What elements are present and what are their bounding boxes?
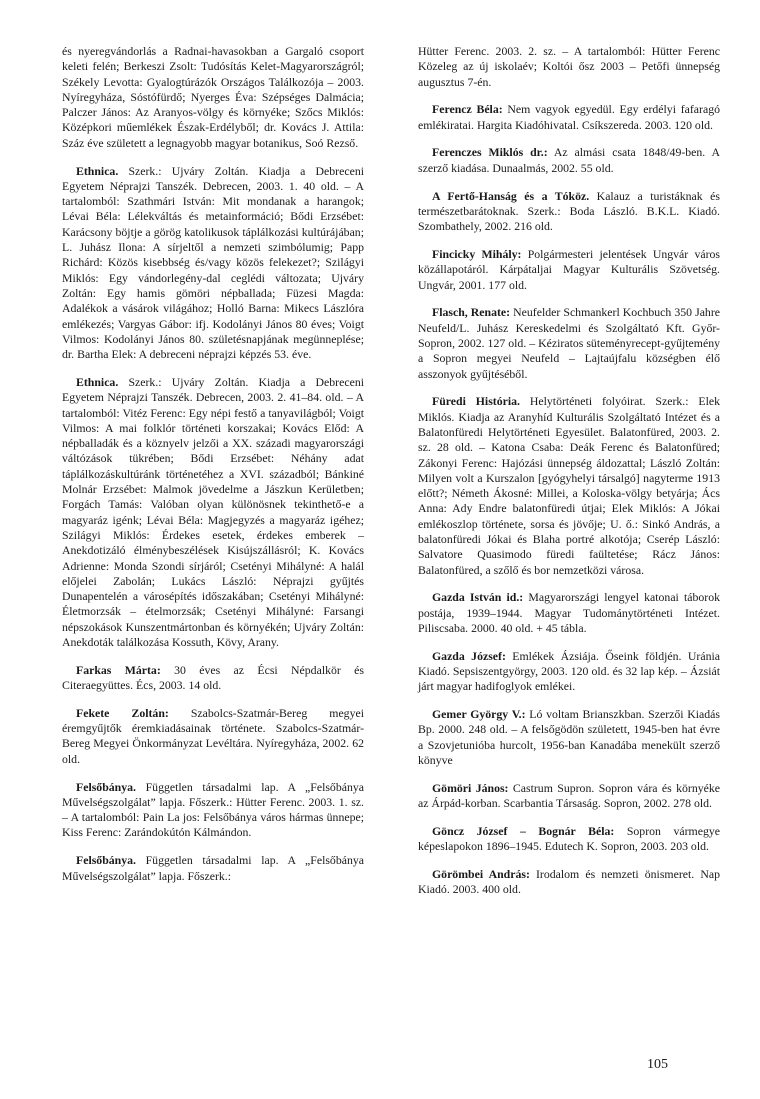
entry-body: Neufelder Schmankerl Kochbuch 350 Jahre Neufeld/L. Juhász Kereskedelmi és Szolgáltató Kft. Győr-Sopron, 2002. 127 old. – Kéziratos süteményrecept-gyűjtemény a Sopron megyei Neufeld – Lajtaújfalu községben élő asszonyok gyűjtéséből. — [418, 305, 720, 381]
page-number: 105 — [647, 1057, 668, 1072]
entry-body: Castrum Supron. Sopron vára és környéke az Árpád-korban. Scarbantia Társaság. Sopron, 2002. 278 old. — [418, 780, 720, 811]
bib-entry — [418, 781, 720, 812]
entry-body: Hütter Ferenc. 2003. 2. sz. – A tartalomból: Hütter Ferenc Közeleg az új iskolaév; Koltói ősz 2003 – Petőfi ünnepség augusztus 7-én. — [418, 44, 720, 89]
bib-entry — [62, 375, 364, 650]
entry-lead: Ethnica. — [76, 374, 119, 389]
bib-entry — [418, 189, 720, 235]
bib-entry — [62, 164, 364, 363]
entry-body: és nyeregvándorlás a Radnai-havasokban a Gargaló csoport keleti felén; Berkeszi Zsolt: Tudósítás Kelet-Magyarországról; Székely Levotta: Gyalogtúrázók Országos Találkozója – 2003. Nyíregyháza, Sóstófürdő; Nyerges Éva: Szépséges Dalmácia; Palczer János: Az Aranyos-völgy és környéke; Szőcs Miklós: Középkori műemlékek Észak-Erdélyből; dr. Kovács J. Attila: Száz éve született a legnagyobb magyar botanikus, Soó Rezső. — [62, 44, 364, 150]
bib-entry — [418, 394, 720, 578]
entry-body: Magyarországi lengyel katonai táborok postája, 1939–1944. Magyar Tudománytörténeti Intézet. Piliscsaba. 2000. 40 old. + 45 tábla. — [418, 590, 721, 635]
entry-lead: Felsőbánya. — [76, 779, 136, 794]
entry-lead: A Fertő-Hanság és a Tóköz. — [432, 188, 590, 203]
entry-lead: Gazda József: — [432, 648, 506, 663]
entry-lead: Ethnica. — [76, 163, 119, 178]
bib-entry — [418, 824, 720, 855]
entry-body: Nem vagyok egyedül. Egy erdélyi fafaragó emlékiratai. Hargita Kiadóhivatal. Csíkszereda. 2003. 120 old. — [418, 102, 720, 132]
entry-body: Szabolcs-Szatmár-Bereg megyei éremgyűjtők éremkiadásainak története. Szabolcs-Szatmár-Bereg Megyei Önkormányzat Levéltára. Nyíregyháza, 2002. 62 old. — [62, 705, 364, 766]
entry-lead: Görömbei András: — [432, 867, 530, 882]
bib-entry — [418, 707, 720, 768]
bib-entry — [418, 867, 720, 898]
entry-body: Szerk.: Ujváry Zoltán. Kiadja a Debreceni Egyetem Néprajzi Tanszék. Debrecen, 2003. 1. 40 old. – A tartalomból: Szathmári István: Mit mondanak a harangok; Lévai Béla: Lélekváltás és metainformáció; Bődi Erzsébet: Karácsony böjtje a görög katolikusok táplálkozási kultúrájában; L. Juhász Ilona: A sírjeltől a nemzeti szimbólumig; Papp Richárd: Közös kisebbség és/vagy közös felekezet?; Szilágyi Miklós: Egy vándorlegény-dal ceglédi változata; Ujváry Zoltán: Egy hamis gömöri népballada; Füzesi Magda: Adalékok a vásárok világához; Holló Barna: Mikecs Lászlóra emlékezés; Vargyas Gábor: ifj. Kodolányi János 80 éves; Voigt Vilmos: Kodolányi János 80. születésnapjának megünneplése; dr. Bartha Elek: A debreceni néprajzi képzés 53. éve. — [62, 163, 364, 362]
entry-body: Független társadalmi lap. A „Felsőbánya Művelségszolgálat” lapja. Főszerk.: Hütter Ferenc. 2003. 1. sz. – A tartalomból: Pain La jos: Felsőbánya város hármas ünnepe; Kiss Ferenc: Zarándokútón Kálmándon. — [62, 779, 364, 840]
entry-body: 30 éves az Écsi Népdalkör és Citeraegyüttes. Écs, 2003. 14 old. — [62, 662, 364, 693]
bib-entry — [62, 853, 364, 884]
entry-lead: Ferencz Béla: — [432, 102, 503, 117]
entry-lead: Göncz József – Bognár Béla: — [432, 823, 615, 838]
entry-body: Polgármesteri jelentések Ungvár város közállapotáról. Kárpátaljai Magyar Kulturális Szövetség. Ungvár, 2001. 177 old. — [418, 246, 720, 292]
entry-lead: Gazda István id.: — [432, 590, 524, 605]
bib-entry — [62, 706, 364, 767]
bib-entry — [418, 590, 720, 636]
entry-body: Emlékek Ázsiája. Őseink földjén. Uránia Kiadó. Sepsiszentgyörgy, 2003. 120 old. és 32 lap kép. – Ázsiát járt magyar hadifoglyok emlékei. — [418, 648, 720, 694]
bib-entry — [418, 247, 720, 293]
entry-lead: Flasch, Renate: — [432, 305, 511, 320]
entry-body: Helytörténeti folyóirat. Szerk.: Elek Miklós. Kiadja az Aranyhíd Kulturális Szolgáltató Intézet és a Balatonfüredi Helytörténeti Egyesület. Balatonfüred, 2003. 2. sz. 28 old. – Katona Csaba: Deák Ferenc és Balatonfüred; Zákonyi Ferenc: Hajózási ünnepség áldozattal; László Zoltán: Milyen volt a Kurszalon [gyógyhelyi társalgó] nagyterme 1913 előtt?; Németh Ákosné: Millei, a Koloska-völgy betyárja; Ács Anna: Ady Endre balatonfüredi útjai; Elek Miklós: A Jókai emlékoszlop története, sorsa és jövője; U. ő.: Sinkó András, a balatonfüredi Jókai és Blaha portré alkotója; Cserép László: Salvatore Quasimodo füredi faültetése; Rácz János: Balatonfüred, a szőlő és bor nemzetközi városa. — [418, 394, 721, 577]
entry-body: Az almási csata 1848/49-ben. A szerző kiadása. Dunaalmás, 2002. 55 old. — [418, 145, 721, 175]
entry-lead: Farkas Márta: — [76, 662, 161, 677]
entry-lead: Fincicky Mihály: — [432, 246, 522, 261]
right-column — [418, 44, 720, 910]
bib-entry — [418, 44, 720, 90]
left-column — [62, 44, 364, 896]
entry-body: Irodalom és nemzeti önismeret. Nap Kiadó. 2003. 400 old. — [418, 867, 720, 897]
entry-body: Szerk.: Ujváry Zoltán. Kiadja a Debreceni Egyetem Néprajzi Tanszék. Debrecen, 2003. 2. 41–84. old. – A tartalomból: Vitéz Ferenc: Egy népi festő a tanyavilágból; Voigt Vilmos: A mai folklór történeti korszakai; Kovács Előd: A népballadák és a köznyelv jelzői a XX. századi magyarországi váltózások tükrében; Bődi Erzsébet: Néhány adat táplálkozáskultúránk történetéhez a XVI. századból; Bánkiné Molnár Erzsébet: Malmok jövedelme a Jászkun Kerületben; Forgách Tamás: Valóban olyan különösnek tekinthető-e a magyaráz igénk; Lévai Béla: Magjegyzés a magyaráz igéhez; Szilágyi Miklós: Érdekes esetek, érdekes emberek – Anekdotizáló élménybeszélések Kisújszállásról; K. Kovács Adrienne: Monda Szondi sírjáról; Csetényi Mihályné: A halál előjelei Zabolán; Lukács László: Néprajzi gyűjtés Dunapentelén a városépítés időszakában; Csetényi Mihályné: Életmorzsák – ételmorzsák; Csetényi Mihályné: Farsangi népszokások Kunszentmártonban és környékén; Ujváry Zoltán: Anekdoták találkozása Kossuth, Kövy, Arany. — [62, 374, 364, 649]
entry-lead: Ferenczes Miklós dr.: — [432, 145, 548, 160]
bib-entry — [418, 145, 720, 176]
entry-body: Kalauz a turistáknak és természetbarátoknak. Szerk.: Boda László. B.K.L. Kiadó. Szombathely, 2002. 216 old. — [418, 188, 721, 234]
entry-body: Sopron vármegye képeslapokon 1896–1945. Edutech K. Sopron, 2003. 203 old. — [418, 823, 720, 854]
bib-entry — [418, 305, 720, 381]
entry-body: Ló voltam Brianszkban. Szerzői Kiadás Bp. 2000. 248 old. – A felsőgödön született, 1945-ben hat évre a Szovjetunióba hurcolt, 1956-ban Kanadába menekült szerző könyve — [418, 707, 720, 768]
bib-entry — [62, 663, 364, 694]
entry-lead: Füredi História. — [432, 394, 520, 409]
entry-lead: Felsőbánya. — [76, 853, 136, 868]
entry-lead: Gemer György V.: — [432, 707, 526, 722]
entry-lead: Gömöri János: — [432, 780, 509, 795]
bib-entry — [418, 102, 720, 133]
bib-entry — [62, 780, 364, 841]
bib-entry — [418, 649, 720, 695]
entry-lead: Fekete Zoltán: — [76, 705, 169, 720]
bib-entry — [62, 44, 364, 151]
entry-body: Független társadalmi lap. A „Felsőbánya Művelségszolgálat” lapja. Főszerk.: — [62, 853, 364, 883]
